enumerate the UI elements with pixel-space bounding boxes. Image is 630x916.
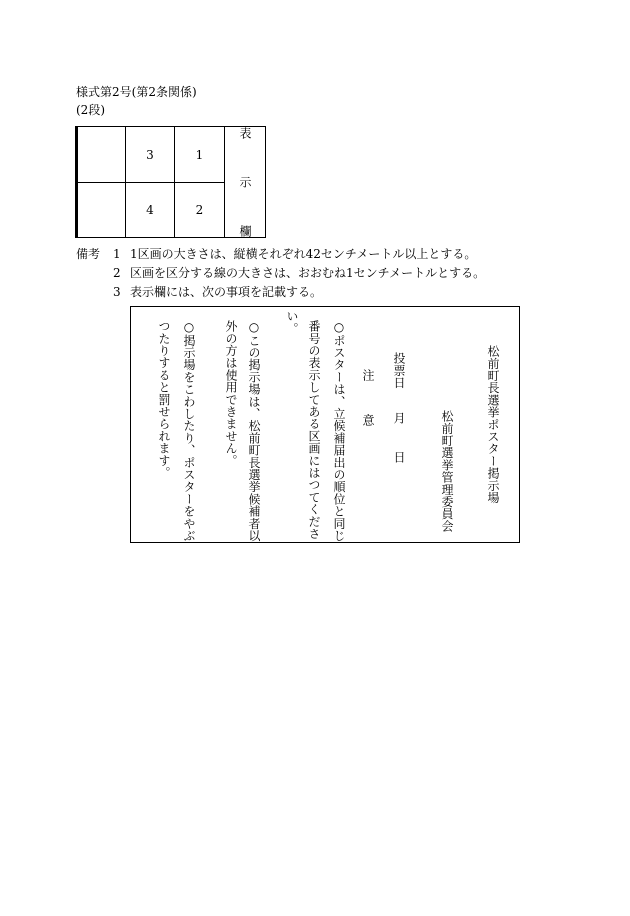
grid-border-right bbox=[265, 126, 266, 238]
remark-number: 2 bbox=[113, 266, 121, 280]
panel-authority: 松前町選挙管理委員会 bbox=[440, 410, 454, 532]
remarks-heading: 備考 bbox=[76, 247, 101, 261]
voting-day-month: 月 bbox=[392, 412, 406, 425]
tier-note: (2段) bbox=[76, 103, 105, 117]
notice-line: 番号の表示してある区画にはつてくださ bbox=[307, 320, 321, 540]
display-panel-box bbox=[130, 306, 520, 543]
remark-text: 1区画の大きさは、縦横それぞれ42センチメートル以上とする。 bbox=[130, 247, 477, 261]
voting-day-label: 投票日 bbox=[392, 352, 406, 389]
section-cell-1: 1 bbox=[195, 147, 204, 162]
display-column-label: 表示欄 bbox=[238, 127, 252, 274]
notice-heading: 注意 bbox=[361, 369, 375, 459]
remark-text: 区画を区分する線の大きさは、おおむね1センチメートルとする。 bbox=[130, 266, 486, 280]
remark-text: 表示欄には、次の事項を記載する。 bbox=[130, 285, 323, 299]
blank-cell bbox=[78, 183, 125, 237]
notice-line: ○掲示場をこわしたり、ポスターをやぶ bbox=[182, 320, 196, 542]
form-title: 様式第2号(第2条関係) bbox=[76, 85, 197, 99]
notice-line: 外の方は使用できません。 bbox=[224, 320, 238, 467]
section-cell-3: 3 bbox=[146, 147, 154, 162]
notice-line: い。 bbox=[285, 310, 299, 335]
remark-number: 1 bbox=[113, 247, 121, 261]
notice-line: ○この掲示場は、松前町長選挙候補者以 bbox=[247, 320, 261, 542]
notice-line: ○ポスターは、立候補届出の順位と同じ bbox=[332, 320, 346, 542]
panel-title: 松前町長選挙ポスター掲示場 bbox=[486, 345, 500, 504]
blank-cell bbox=[78, 127, 125, 182]
section-cell-4: 4 bbox=[146, 203, 154, 217]
remark-number: 3 bbox=[113, 285, 121, 299]
notice-line: つたりすると罰せられます。 bbox=[157, 320, 171, 479]
voting-day-day: 日 bbox=[392, 451, 406, 464]
section-cell-2: 2 bbox=[195, 203, 204, 217]
